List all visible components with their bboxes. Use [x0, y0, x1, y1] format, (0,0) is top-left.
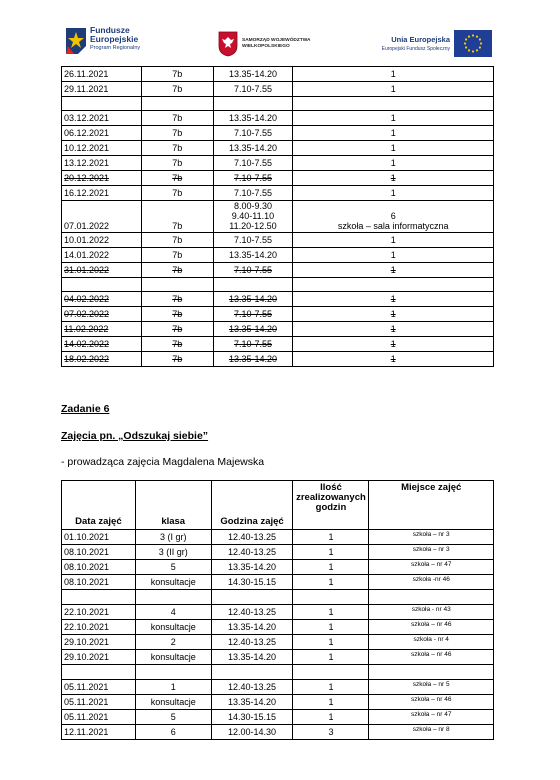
class-text: 7b — [172, 69, 183, 79]
hours-cell: 1 — [293, 650, 369, 665]
table-row — [62, 635, 494, 650]
hours-text: 1 — [390, 250, 396, 260]
table-row — [62, 141, 494, 156]
time-text: 13.35-14.20 — [228, 294, 277, 304]
date-cell — [62, 141, 142, 156]
page-header — [0, 0, 560, 66]
hours-cell — [293, 141, 494, 156]
date-cell — [62, 337, 142, 352]
class-cell: 5 — [135, 560, 211, 575]
hours-text: 1 — [390, 235, 396, 245]
time-text: 7.10-7.55 — [233, 188, 272, 198]
samorzad-logo — [218, 31, 338, 61]
date-cell: 08.10.2021 — [62, 545, 136, 560]
place-cell: szkoła – nr 46 — [369, 620, 494, 635]
empty-cell — [62, 665, 136, 680]
time-cell — [213, 233, 293, 248]
class-cell: konsultacje — [135, 650, 211, 665]
time-cell: 12.40-13.25 — [211, 605, 293, 620]
header-hours: Ilość zrealizowanych godzin — [293, 481, 369, 530]
class-cell — [141, 233, 213, 248]
empty-cell — [293, 590, 369, 605]
time-cell — [213, 292, 293, 307]
hours-cell — [293, 82, 494, 97]
empty-cell — [62, 590, 136, 605]
time-cell: 12.00-14.30 — [211, 725, 293, 740]
date-cell: 01.10.2021 — [62, 530, 136, 545]
table-row — [62, 111, 494, 126]
place-cell: szkoła – nr 47 — [369, 710, 494, 725]
date-cell: 07.01.2022 — [62, 201, 142, 233]
eagle-shield-icon — [218, 31, 238, 57]
class-cell — [141, 141, 213, 156]
class-cell — [141, 322, 213, 337]
class-cell — [141, 126, 213, 141]
empty-cell — [211, 665, 293, 680]
time-cell: 13.35-14.20 — [211, 650, 293, 665]
class-cell — [141, 171, 213, 186]
hours-cell: 1 — [293, 560, 369, 575]
date-cell — [62, 186, 142, 201]
teacher-line: - prowadząca zajęcia Magdalena Majewska — [61, 456, 265, 468]
date-text: 18.02.2022 — [64, 354, 110, 364]
date-cell — [62, 248, 142, 263]
date-cell — [62, 263, 142, 278]
date-cell: 22.10.2021 — [62, 605, 136, 620]
table-row — [62, 665, 494, 680]
hours-text: 1 — [390, 69, 396, 79]
fe-line2: Europejskie — [90, 34, 139, 44]
empty-cell — [62, 97, 142, 111]
class-cell — [141, 156, 213, 171]
place-value: szkoła – sala informatyczna — [337, 221, 449, 231]
class-cell — [141, 67, 213, 82]
class-cell: 5 — [135, 710, 211, 725]
class-text: 7b — [172, 309, 183, 319]
class-cell: 3 (I gr) — [135, 530, 211, 545]
empty-cell — [135, 590, 211, 605]
header-time: Godzina zajęć — [211, 481, 293, 530]
fe-line3: Program Regionalny — [90, 45, 141, 51]
table-row — [62, 695, 494, 710]
class-text: 7b — [172, 265, 183, 275]
class-cell — [141, 307, 213, 322]
date-text: 11.02.2022 — [64, 324, 109, 334]
class-text: 7b — [172, 324, 183, 334]
table-row — [62, 307, 494, 322]
date-cell: 08.10.2021 — [62, 575, 136, 590]
class-text: 7b — [172, 188, 183, 198]
time-text: 7.10-7.55 — [233, 235, 272, 245]
hours-cell — [293, 201, 494, 233]
hours-cell — [293, 352, 494, 367]
table-row — [62, 171, 494, 186]
table-row — [62, 248, 494, 263]
class-cell — [141, 263, 213, 278]
table-row — [62, 233, 494, 248]
date-text: 14.02.2022 — [64, 339, 110, 349]
table-row — [62, 590, 494, 605]
table-row — [62, 620, 494, 635]
table-row — [62, 725, 494, 740]
hours-cell: 1 — [293, 620, 369, 635]
date-text: 14.01.2022 — [64, 250, 110, 260]
class-cell — [141, 82, 213, 97]
sw-line1: SAMORZĄD WOJEWÓDZTWA — [242, 38, 311, 43]
date-text: 10.01.2022 — [64, 235, 110, 245]
table-row — [62, 710, 494, 725]
class-cell: 3 (II gr) — [135, 545, 211, 560]
schedule-table-1 — [61, 66, 494, 367]
hours-cell: 1 — [293, 605, 369, 620]
date-text: 07.02.2022 — [64, 309, 110, 319]
date-cell: 05.11.2021 — [62, 680, 136, 695]
hours-cell: 1 — [293, 575, 369, 590]
empty-cell — [135, 665, 211, 680]
table-row — [62, 292, 494, 307]
hours-cell — [293, 292, 494, 307]
place-cell: szkoła – nr 47 — [369, 560, 494, 575]
empty-cell — [213, 278, 293, 292]
time-cell — [213, 307, 293, 322]
time-line: 11.20-12.50 — [229, 221, 277, 231]
time-cell — [213, 111, 293, 126]
table-row — [62, 680, 494, 695]
hours-cell — [293, 248, 494, 263]
time-cell: 12.40-13.25 — [211, 635, 293, 650]
table-row — [62, 67, 494, 82]
date-text: 04.02.2022 — [64, 294, 110, 304]
hours-cell — [293, 67, 494, 82]
header-place: Miejsce zajęć — [369, 481, 494, 530]
class-cell — [141, 248, 213, 263]
date-cell — [62, 156, 142, 171]
time-text: 7.10-7.55 — [233, 309, 272, 319]
class-cell: 6 — [135, 725, 211, 740]
empty-cell — [213, 97, 293, 111]
class-text: 7b — [172, 250, 183, 260]
class-text: 7b — [172, 84, 183, 94]
date-cell — [62, 111, 142, 126]
date-cell — [62, 233, 142, 248]
date-text: 16.12.2021 — [64, 188, 110, 198]
header-class: klasa — [135, 481, 211, 530]
hours-text: 1 — [390, 158, 396, 168]
class-text: 7b — [172, 339, 183, 349]
eu-flag-icon — [454, 30, 492, 57]
unia-europejska-logo — [374, 30, 490, 62]
hours-text: 1 — [390, 354, 396, 364]
time-cell: 12.40-13.25 — [211, 530, 293, 545]
time-cell — [213, 263, 293, 278]
class-cell: 2 — [135, 635, 211, 650]
hours-cell: 3 — [293, 725, 369, 740]
class-text: 7b — [172, 354, 183, 364]
table2-header-row — [62, 481, 494, 530]
place-cell: szkoła – nr 8 — [369, 725, 494, 740]
class-text: 7b — [172, 294, 183, 304]
empty-cell — [141, 97, 213, 111]
hours-text: 1 — [390, 84, 396, 94]
class-text: 7b — [172, 158, 183, 168]
place-cell: szkoła – nr 46 — [369, 695, 494, 710]
class-cell: konsultacje — [135, 695, 211, 710]
table-row — [62, 156, 494, 171]
date-text: 26.11.2021 — [64, 69, 109, 79]
empty-cell — [62, 278, 142, 292]
class-cell — [141, 337, 213, 352]
fe-line1: Fundusze — [90, 25, 130, 35]
table-row — [62, 545, 494, 560]
table-row — [62, 322, 494, 337]
ue-line1: Unia Europejska — [391, 35, 450, 44]
hours-cell: 1 — [293, 545, 369, 560]
empty-cell — [293, 665, 369, 680]
course-heading: Zajęcia pn. „Odszukaj siebie” — [61, 430, 209, 442]
date-cell — [62, 322, 142, 337]
hours-cell — [293, 156, 494, 171]
table-row — [62, 560, 494, 575]
empty-cell — [369, 665, 494, 680]
date-cell — [62, 82, 142, 97]
hours-text: 1 — [390, 113, 396, 123]
table-row — [62, 82, 494, 97]
table-row — [62, 97, 494, 111]
time-text: 13.35-14.20 — [228, 143, 277, 153]
time-text: 7.10-7.55 — [233, 265, 272, 275]
time-cell — [213, 141, 293, 156]
time-cell — [213, 352, 293, 367]
place-cell: szkoła – nr 46 — [369, 650, 494, 665]
hours-value: 6 — [390, 211, 396, 221]
time-text: 7.10-7.55 — [233, 173, 272, 183]
date-cell: 22.10.2021 — [62, 620, 136, 635]
date-cell — [62, 67, 142, 82]
table-row — [62, 352, 494, 367]
empty-cell — [293, 97, 494, 111]
hours-cell — [293, 126, 494, 141]
time-text: 13.35-14.20 — [228, 113, 277, 123]
table-row — [62, 278, 494, 292]
hours-cell — [293, 233, 494, 248]
class-cell — [141, 111, 213, 126]
date-text: 29.11.2021 — [64, 84, 109, 94]
time-cell — [213, 126, 293, 141]
class-text: 7b — [172, 143, 183, 153]
time-cell — [213, 171, 293, 186]
class-cell — [141, 352, 213, 367]
hours-cell — [293, 307, 494, 322]
fundusze-europejskie-logo — [66, 26, 176, 62]
class-cell — [141, 186, 213, 201]
time-cell — [213, 322, 293, 337]
date-cell: 29.10.2021 — [62, 650, 136, 665]
time-text: 7.10-7.55 — [233, 339, 272, 349]
class-cell: 1 — [135, 680, 211, 695]
hours-cell: 1 — [293, 695, 369, 710]
date-cell — [62, 307, 142, 322]
table-row — [62, 575, 494, 590]
class-text: 7b — [172, 113, 183, 123]
hours-cell: 1 — [293, 710, 369, 725]
date-cell — [62, 352, 142, 367]
time-line: 8.00-9.30 — [233, 201, 272, 211]
date-cell: 05.11.2021 — [62, 710, 136, 725]
class-text: 7b — [172, 128, 183, 138]
hours-cell — [293, 186, 494, 201]
place-cell: szkoła – nr 3 — [369, 545, 494, 560]
time-cell — [213, 186, 293, 201]
time-cell — [213, 82, 293, 97]
table-row — [62, 650, 494, 665]
header-date: Data zajęć — [62, 481, 136, 530]
place-cell: szkoła – nr 3 — [369, 530, 494, 545]
place-cell: szkoła -nr 46 — [369, 575, 494, 590]
ue-line2: Europejski Fundusz Społeczny — [381, 46, 450, 52]
hours-text: 1 — [390, 188, 396, 198]
fe-star-icon — [66, 28, 86, 54]
hours-text: 1 — [390, 128, 396, 138]
hours-cell — [293, 337, 494, 352]
table-row — [62, 605, 494, 620]
hours-cell — [293, 171, 494, 186]
time-cell — [213, 201, 293, 233]
hours-text: 1 — [390, 324, 396, 334]
time-cell: 12.40-13.25 — [211, 680, 293, 695]
date-cell — [62, 171, 142, 186]
time-cell: 13.35-14.20 — [211, 620, 293, 635]
hours-cell: 1 — [293, 530, 369, 545]
hours-cell — [293, 111, 494, 126]
task-heading: Zadanie 6 — [61, 403, 110, 415]
table-row — [62, 186, 494, 201]
time-cell: 14.30-15.15 — [211, 710, 293, 725]
time-line: 9.40-11.10 — [231, 211, 275, 221]
hours-cell — [293, 322, 494, 337]
table-row — [62, 337, 494, 352]
hours-cell — [293, 263, 494, 278]
time-text: 7.10-7.55 — [233, 128, 272, 138]
hours-cell: 1 — [293, 635, 369, 650]
table-row — [62, 263, 494, 278]
hours-text: 1 — [390, 173, 396, 183]
date-text: 13.12.2021 — [64, 158, 110, 168]
time-text: 13.35-14.20 — [228, 354, 277, 364]
date-cell: 12.11.2021 — [62, 725, 136, 740]
place-cell: szkoła – nr 5 — [369, 680, 494, 695]
date-text: 10.12.2021 — [64, 143, 110, 153]
date-text: 03.12.2021 — [64, 113, 110, 123]
time-text: 7.10-7.55 — [233, 84, 272, 94]
hours-text: 1 — [390, 294, 396, 304]
class-cell: 4 — [135, 605, 211, 620]
class-cell: konsultacje — [135, 575, 211, 590]
date-cell — [62, 126, 142, 141]
empty-cell — [141, 278, 213, 292]
time-cell — [213, 337, 293, 352]
date-text: 20.12.2021 — [64, 173, 110, 183]
hours-text: 1 — [390, 309, 396, 319]
hours-cell: 1 — [293, 680, 369, 695]
time-cell: 13.35-14.20 — [211, 695, 293, 710]
date-text: 31.01.2022 — [64, 265, 110, 275]
time-text: 7.10-7.55 — [233, 158, 272, 168]
empty-cell — [211, 590, 293, 605]
schedule-table-2 — [61, 480, 494, 740]
time-text: 13.35-14.20 — [228, 69, 277, 79]
class-cell — [141, 292, 213, 307]
date-cell: 05.11.2021 — [62, 695, 136, 710]
place-cell: szkoła - nr 43 — [369, 605, 494, 620]
hours-text: 1 — [390, 265, 396, 275]
class-cell: 7b — [141, 201, 213, 233]
time-cell — [213, 248, 293, 263]
table-row — [62, 530, 494, 545]
time-text: 13.35-14.20 — [228, 250, 277, 260]
time-text: 13.35-14.20 — [228, 324, 277, 334]
sw-text — [242, 38, 310, 49]
sw-line2: WIELKOPOLSKIEGO — [242, 43, 290, 49]
time-cell: 13.35-14.20 — [211, 560, 293, 575]
date-cell: 08.10.2021 — [62, 560, 136, 575]
class-text: 7b — [172, 235, 183, 245]
place-cell: szkoła - nr 4 — [369, 635, 494, 650]
time-cell — [213, 156, 293, 171]
class-cell: konsultacje — [135, 620, 211, 635]
table-row — [62, 201, 494, 233]
class-text: 7b — [172, 173, 183, 183]
table-row — [62, 126, 494, 141]
time-cell: 14.30-15.15 — [211, 575, 293, 590]
empty-cell — [293, 278, 494, 292]
date-text: 06.12.2021 — [64, 128, 110, 138]
time-cell: 12.40-13.25 — [211, 545, 293, 560]
hours-text: 1 — [390, 143, 396, 153]
hours-text: 1 — [390, 339, 396, 349]
date-cell — [62, 292, 142, 307]
time-cell — [213, 67, 293, 82]
date-cell: 29.10.2021 — [62, 635, 136, 650]
empty-cell — [369, 590, 494, 605]
